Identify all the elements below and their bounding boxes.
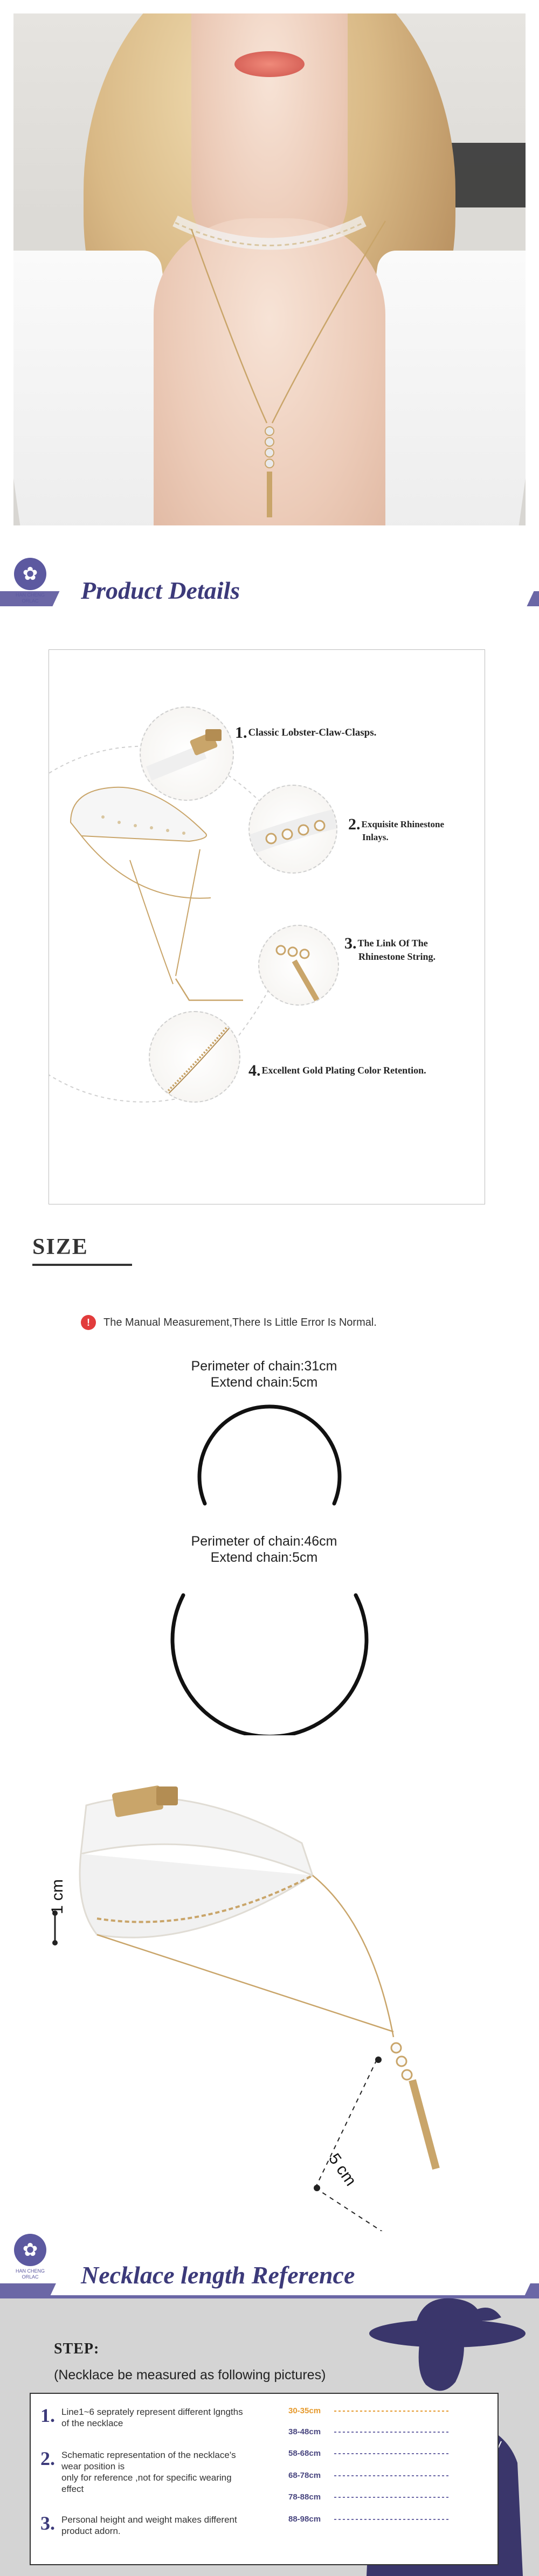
clasp-detail-icon xyxy=(141,708,234,801)
length-option-2: 38-48cm xyxy=(288,2427,321,2436)
plating-detail-icon xyxy=(150,1012,240,1103)
measurement-note-text: The Manual Measurement,There Is Little Error Is Normal. xyxy=(103,1316,377,1328)
rule-2-line-1: Schematic representation of the necklace's xyxy=(61,2450,236,2460)
rule-2-number: 2. xyxy=(40,2448,55,2469)
callout-2 xyxy=(348,815,444,844)
length-option-6: 88-98cm xyxy=(288,2515,321,2524)
length-option-4: 68-78cm xyxy=(288,2471,321,2480)
zoom-plating xyxy=(149,1011,240,1103)
width-label: 1 cm xyxy=(49,1879,66,1914)
length-option-3: 58-68cm xyxy=(288,2449,321,2458)
callout-3 xyxy=(344,934,436,963)
callout-4-number: 4. xyxy=(248,1062,261,1079)
rule-3-line-1: Personal height and weight makes different xyxy=(61,2515,237,2525)
chain-2-perimeter: Perimeter of chain:46cm xyxy=(191,1534,337,1549)
size-title: SIZE xyxy=(32,1235,88,1259)
callout-1 xyxy=(235,724,377,742)
reference-title: Necklace length Reference xyxy=(81,2261,355,2289)
zoom-link xyxy=(258,925,339,1006)
brand-logo xyxy=(4,558,56,622)
zoom-rhinestone xyxy=(248,785,337,874)
hero-product-photo xyxy=(13,13,526,525)
brand-logo-2 xyxy=(4,2234,56,2298)
rule-3-line-2: product adorn. xyxy=(61,2526,121,2536)
rule-3-number: 3. xyxy=(40,2512,55,2534)
rule-2-line-2: wear position is xyxy=(61,2461,125,2471)
logo-caption-2-1: HAN CHENG xyxy=(15,2268,45,2274)
callout-4-text: Excellent Gold Plating Color Retention. xyxy=(261,1065,426,1076)
chain-2-extend: Extend chain:5cm xyxy=(210,1550,318,1565)
rule-3 xyxy=(40,2514,237,2537)
length-option-5: 78-88cm xyxy=(288,2492,321,2502)
callout-2-text: Exquisite Rhinestone xyxy=(361,819,444,829)
rule-1-line-2: of the necklace xyxy=(61,2418,123,2428)
product-details-header xyxy=(0,552,539,628)
chain-1-extend: Extend chain:5cm xyxy=(210,1375,318,1390)
chain-1-diagram xyxy=(183,1396,356,1525)
rhinestone-detail-icon xyxy=(250,786,337,874)
rule-1-line-1: Line1~6 seprately represent different lgngths xyxy=(61,2407,243,2417)
callout-2-number: 2. xyxy=(348,815,361,833)
chain-1-perimeter: Perimeter of chain:31cm xyxy=(191,1359,337,1374)
logo-caption-1: HAN CHENG xyxy=(15,592,45,598)
section-title: Product Details xyxy=(81,577,240,604)
zoom-clasp xyxy=(140,707,234,801)
hero-necklace xyxy=(13,13,526,525)
callout-1-text: Classic Lobster-Claw-Clasps. xyxy=(248,727,377,738)
callout-2-text-2: Inlays. xyxy=(362,832,389,842)
logo-caption-2-2: ORLAC xyxy=(22,2274,39,2280)
length-leader-lines xyxy=(323,2404,453,2571)
necklace-measurement-photo xyxy=(22,1746,528,2231)
rule-2 xyxy=(40,2449,236,2495)
length-reference-header xyxy=(0,2223,539,2298)
chain-1-label xyxy=(0,1358,534,1390)
logo-badge: ✿ xyxy=(14,558,46,590)
callout-1-number: 1. xyxy=(235,724,247,742)
callout-4 xyxy=(248,1064,426,1077)
logo-badge-2: ✿ xyxy=(14,2234,46,2266)
callout-3-text: The Link Of The xyxy=(357,938,428,948)
rule-2-line-4: effect xyxy=(61,2484,84,2494)
rule-1 xyxy=(40,2406,243,2429)
product-details-panel xyxy=(49,649,485,1204)
rule-2-line-3: only for reference ,not for specific wearing xyxy=(61,2473,232,2483)
pendant-length-label: 5 cm xyxy=(324,2150,360,2190)
step-title: STEP: xyxy=(54,2340,100,2357)
callout-3-text-2: Rhinestone String. xyxy=(358,951,436,962)
warning-icon: ! xyxy=(81,1315,96,1330)
callout-3-number: 3. xyxy=(344,934,357,952)
measurement-note xyxy=(81,1315,377,1330)
logo-caption-2: ORLAC xyxy=(22,598,39,604)
step-subtitle: (Necklace be measured as following pictures) xyxy=(54,2367,326,2383)
chain-2-diagram xyxy=(146,1509,393,1735)
rule-1-number: 1. xyxy=(40,2405,55,2426)
link-detail-icon xyxy=(259,926,339,1006)
length-option-1: 30-35cm xyxy=(288,2406,321,2415)
size-underline xyxy=(32,1264,132,1266)
